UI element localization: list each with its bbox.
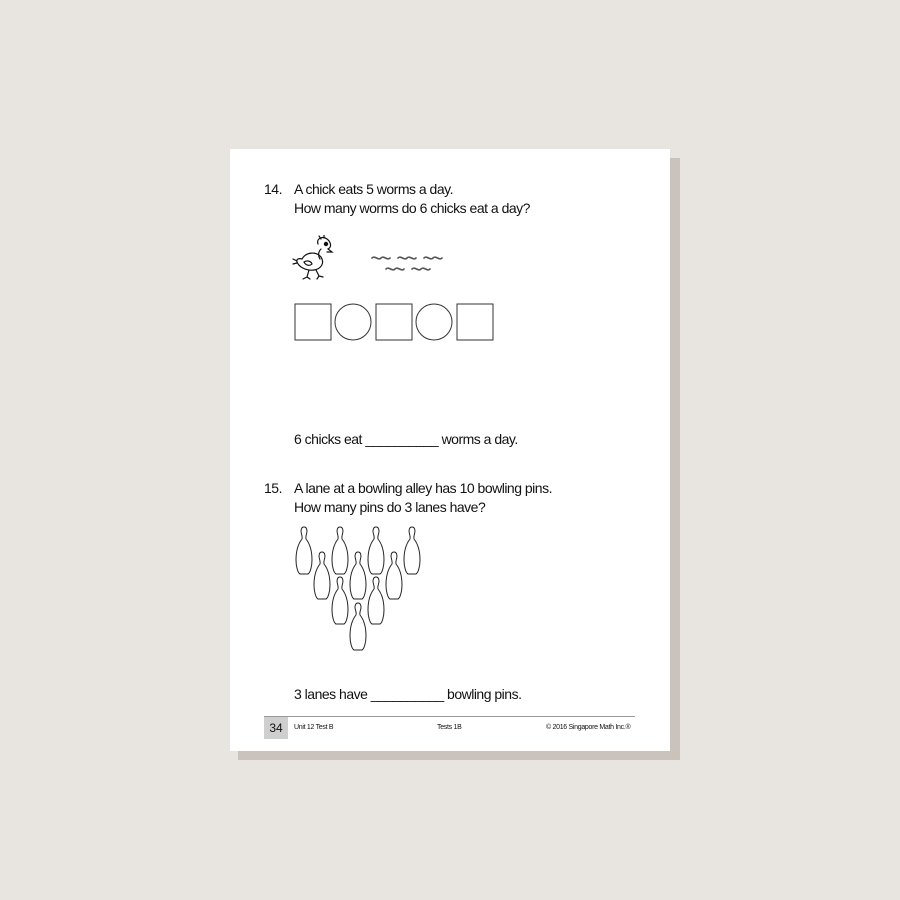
question-text-line-1: A lane at a bowling alley has 10 bowling pins.	[294, 480, 552, 496]
answer-box-circle	[335, 304, 371, 340]
answer-box-square	[295, 304, 331, 340]
footer-unit-label: Unit 12 Test B	[294, 724, 334, 731]
bowling-pin-icon	[386, 552, 402, 599]
chick-icon	[292, 235, 344, 283]
question-text-line-2: How many pins do 3 lanes have?	[294, 499, 486, 515]
worksheet-page	[230, 149, 670, 751]
answer-shapes	[294, 303, 494, 343]
question-text-line-2: How many worms do 6 chicks eat a day?	[294, 200, 530, 216]
question-text-line-1: A chick eats 5 worms a day.	[294, 181, 453, 197]
footer-divider	[264, 716, 635, 717]
bowling-pin-icon	[350, 552, 366, 599]
question-number: 15.	[264, 480, 282, 496]
answer-line-14: 6 chicks eat __________ worms a day.	[294, 431, 518, 447]
answer-box-square	[457, 304, 493, 340]
bowling-pin-icon	[404, 527, 420, 574]
answer-box-circle	[416, 304, 452, 340]
page-number: 34	[264, 717, 288, 739]
bowling-pin-icon	[296, 527, 312, 574]
bowling-pin-icon	[368, 577, 384, 624]
bowling-pin-icon	[350, 603, 366, 650]
bowling-pin-icon	[314, 552, 330, 599]
bowling-pin-icon	[332, 527, 348, 574]
answer-line-15: 3 lanes have __________ bowling pins.	[294, 686, 522, 702]
bowling-pin-icon	[368, 527, 384, 574]
question-number: 14.	[264, 181, 282, 197]
worms-icon	[370, 253, 446, 275]
footer-copyright: © 2016 Singapore Math Inc.®	[546, 724, 631, 731]
footer-book-label: Tests 1B	[437, 724, 462, 731]
answer-box-square	[376, 304, 412, 340]
bowling-pin-icon	[332, 577, 348, 624]
bowling-pins-figure	[294, 526, 424, 654]
